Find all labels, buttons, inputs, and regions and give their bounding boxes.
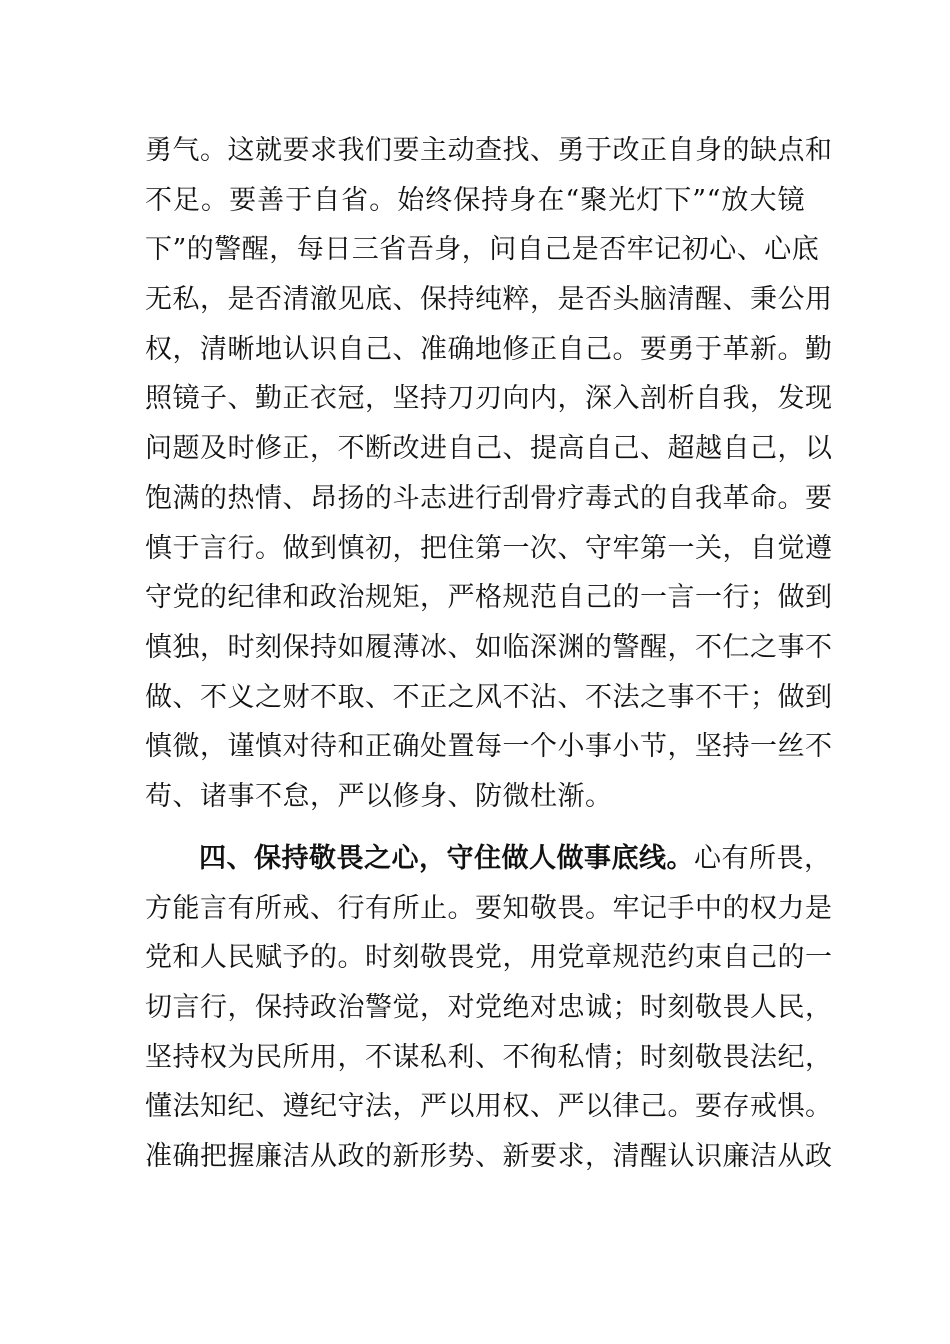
text-line: 照镜子、勤正衣冠，坚持刀刃向内，深入剖析自我，发现 bbox=[145, 383, 833, 415]
text-line: 切言行，保持政治警觉，对党绝对忠诚；时刻敬畏人民， bbox=[145, 992, 833, 1024]
heading-line-rest: 心有所畏， bbox=[694, 843, 832, 874]
text-line: 不足。要善于自省。始终保持身在“聚光灯下”“放大镜 bbox=[145, 184, 805, 216]
text-line: 守党的纪律和政治规矩，严格规范自己的一言一行；做到 bbox=[145, 582, 833, 614]
section-heading: 四、保持敬畏之心，守住做人做事底线。 bbox=[199, 843, 694, 874]
text-line: 懂法知纪、遵纪守法，严以用权、严以律己。要存戒惧。 bbox=[145, 1091, 833, 1123]
text-line: 方能言有所戒、行有所止。要知敬畏。牢记手中的权力是 bbox=[145, 892, 833, 924]
text-line: 勇气。这就要求我们要主动查找、勇于改正自身的缺点和 bbox=[145, 135, 833, 166]
text-line: 饱满的热情、昂扬的斗志进行刮骨疗毒式的自我革命。要 bbox=[145, 482, 833, 514]
first-line bbox=[145, 834, 832, 884]
text-line: 慎于言行。做到慎初，把住第一次、守牢第一关，自觉遵 bbox=[145, 532, 833, 564]
paragraph-self-reflection bbox=[145, 126, 833, 822]
text-line: 慎独，时刻保持如履薄冰、如临深渊的警醒，不仁之事不 bbox=[145, 631, 833, 663]
text-line: 准确把握廉洁从政的新形势、新要求，清醒认识廉洁从政 bbox=[145, 1141, 833, 1173]
text-line: 党和人民赋予的。时刻敬畏党，用党章规范约束自己的一 bbox=[145, 942, 833, 974]
text-line: 问题及时修正，不断改进自己、提高自己、超越自己，以 bbox=[145, 433, 833, 465]
text-line: 无私，是否清澈见底、保持纯粹，是否头脑清醒、秉公用 bbox=[145, 284, 833, 316]
text-line: 下”的警醒，每日三省吾身，问自己是否牢记初心、心底 bbox=[145, 234, 820, 266]
text-line: 做、不义之财不取、不正之风不沾、不法之事不干；做到 bbox=[145, 681, 833, 713]
text-line: 坚持权为民所用，不谋私利、不徇私情；时刻敬畏法纪， bbox=[145, 1041, 833, 1073]
text-line: 慎微，谨慎对待和正确处置每一个小事小节，坚持一丝不 bbox=[145, 731, 833, 763]
paragraph-reverence bbox=[145, 834, 833, 1182]
text-line: 权，清晰地认识自己、准确地修正自己。要勇于革新。勤 bbox=[145, 333, 833, 365]
text-line: 苟、诸事不怠，严以修身、防微杜渐。 bbox=[145, 780, 613, 812]
